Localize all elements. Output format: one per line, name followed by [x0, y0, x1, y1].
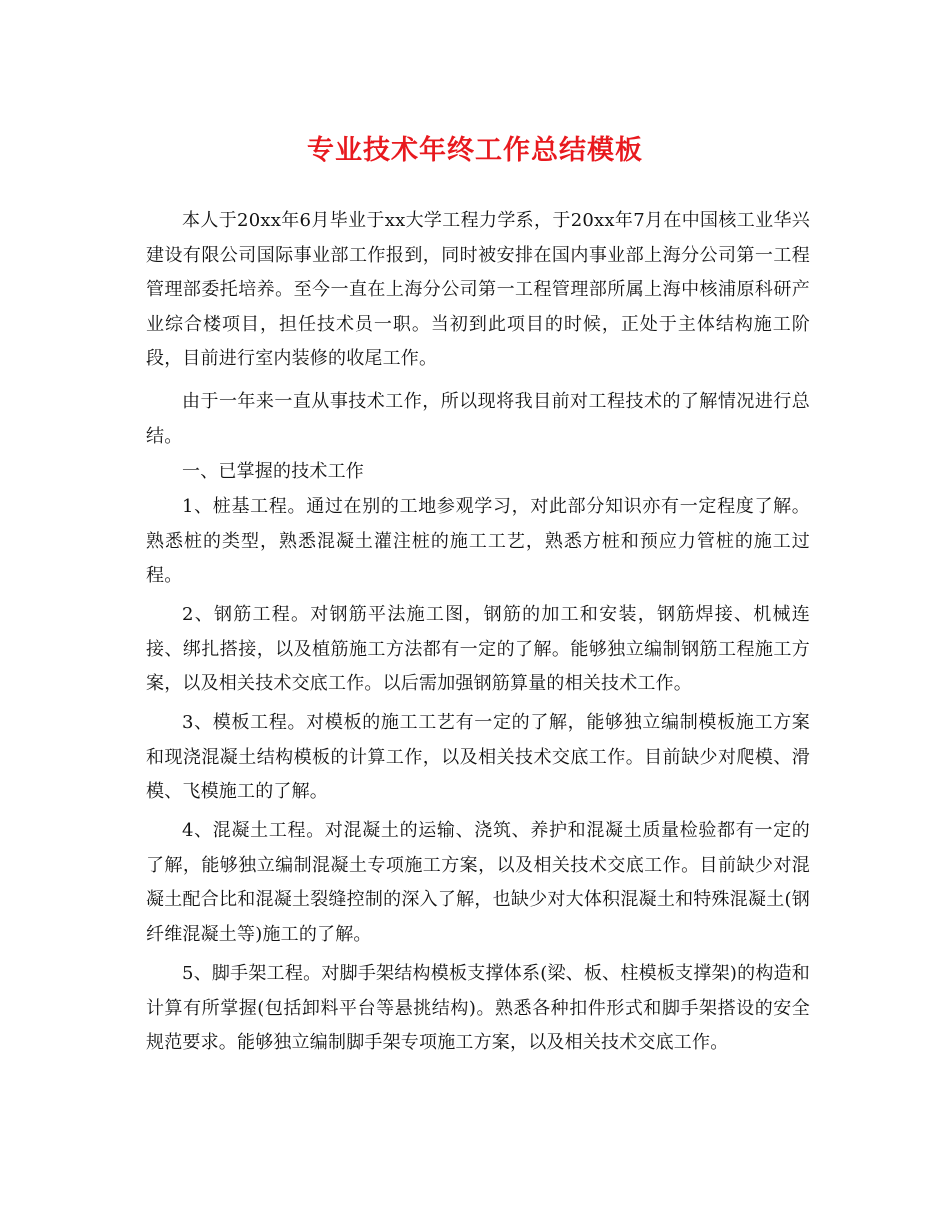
paragraph-scaffolding: 5、脚手架工程。对脚手架结构模板支撑体系(梁、板、柱模板支撑架)的构造和计算有所掌握(包括卸料平台等悬挑结构)。熟悉各种扣件形式和脚手架搭设的安全规范要求。能够独立编制脚手架专项施工方案，以及相关技术交底工作。: [146, 963, 810, 1054]
paragraph-intro: 本人于20xx年6月毕业于xx大学工程力学系，于20xx年7月在中国核工业华兴建设有限公司国际事业部工作报到，同时被安排在国内事业部上海分公司第一工程管理部委托培养。至今一直在上海分公司第一工程管理部所属上海中核浦原科研产业综合楼项目，担任技术员一职。当初到此项目的时候，正处于主体结构施工阶段，目前进行室内装修的收尾工作。: [146, 210, 810, 370]
document-title: 专业技术年终工作总结模板: [307, 135, 643, 166]
paragraph-summary-intro: 由于一年来一直从事技术工作，所以现将我目前对工程技术的了解情况进行总结。: [146, 391, 810, 447]
paragraph-formwork: 3、模板工程。对模板的施工工艺有一定的了解，能够独立编制模板施工方案和现浇混凝土结构模板的计算工作，以及相关技术交底工作。目前缺少对爬模、滑模、飞模施工的了解。: [146, 712, 810, 803]
paragraph-reinforcement: 2、钢筋工程。对钢筋平法施工图，钢筋的加工和安装，钢筋焊接、机械连接、绑扎搭接，以及植筋施工方法都有一定的了解。能够独立编制钢筋工程施工方案，以及相关技术交底工作。以后需加强钢筋算量的相关技术工作。: [146, 604, 810, 695]
paragraph-concrete: 4、混凝土工程。对混凝土的运输、浇筑、养护和混凝土质量检验都有一定的了解，能够独立编制混凝土专项施工方案，以及相关技术交底工作。目前缺少对混凝土配合比和混凝土裂缝控制的深入了解，也缺少对大体积混凝土和特殊混凝土(钢纤维混凝土等)施工的了解。: [146, 820, 810, 945]
section-heading-mastered-skills: 一、已掌握的技术工作: [182, 461, 364, 482]
paragraph-pile-foundation: 1、桩基工程。通过在别的工地参观学习，对此部分知识亦有一定程度了解。熟悉桩的类型，熟悉混凝土灌注桩的施工工艺，熟悉方桩和预应力管桩的施工过程。: [146, 496, 810, 587]
